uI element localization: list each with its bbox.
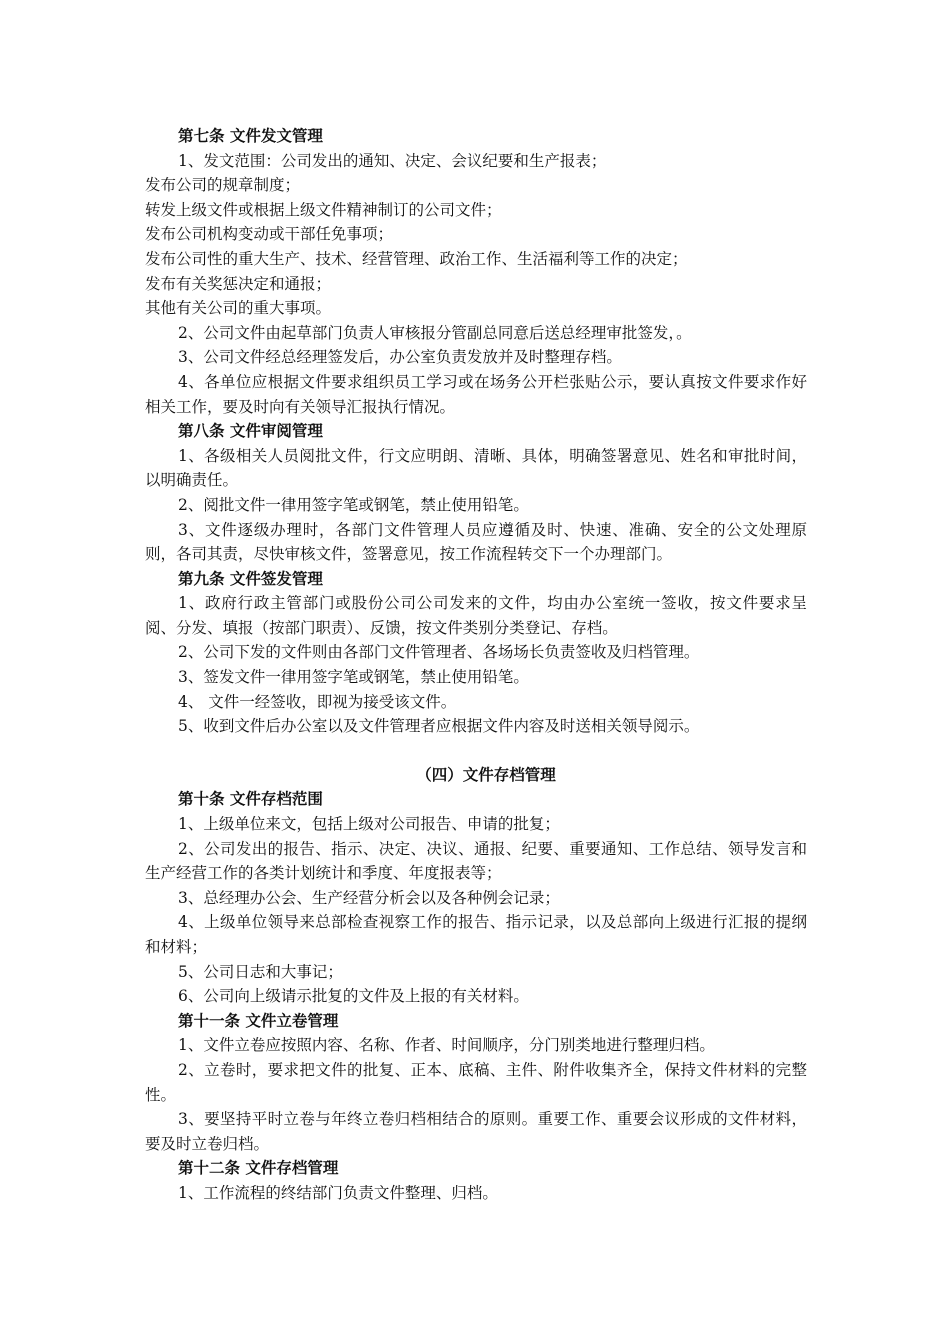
article-9-heading: 第九条 文件签发管理 [178,568,323,588]
article-11-heading: 第十一条 文件立卷管理 [178,1010,339,1030]
article-11-paragraph-2: 2、立卷时，要求把文件的批复、正本、底稿、主件、附件收集齐全，保持文件材料的完整性。 [145,1060,807,1104]
article-9-paragraph-2: 2、公司下发的文件则由各部门文件管理者、各场场长负责签收及归档管理。 [178,643,700,662]
article-9-paragraph-4: 4、 文件一经签收，即视为接受该文件。 [178,692,457,711]
article-10-heading: 第十条 文件存档范围 [178,789,323,809]
article-7-paragraph-4: 4、各单位应根据文件要求组织员工学习或在场务公开栏张贴公示，要认真按文件要求作好相关工作，要及时向有关领导汇报执行情况。 [145,372,807,416]
article-10-paragraph-3: 3、总经理办公会、生产经营分析会以及各种例会记录； [178,888,560,907]
article-9-paragraph-3: 3、签发文件一律用签字笔或钢笔，禁止使用铅笔。 [178,668,529,687]
article-7-line-2: 发布公司的规章制度； [145,176,301,195]
article-7-line-5: 发布公司性的重大生产、技术、经营管理、政治工作、生活福利等工作的决定； [145,249,688,268]
article-12-paragraph-1: 1、工作流程的终结部门负责文件整理、归档。 [178,1183,498,1202]
article-10-paragraph-6: 6、公司向上级请示批复的文件及上报的有关材料。 [178,987,529,1006]
article-8-paragraph-3: 3、文件逐级办理时，各部门文件管理人员应遵循及时、快速、准确、安全的公文处理原则，各司其责，尽快审核文件，签署意见，按工作流程转交下一个办理部门。 [145,520,807,564]
article-9-paragraph-1: 1、政府行政主管部门或股份公司公司发来的文件，均由办公室统一签收，按文件要求呈阅、分发、填报（按部门职责）、反馈，按文件类别分类登记、存档。 [145,594,807,637]
part-4-heading: （四）文件存档管理 [416,764,556,784]
article-9-paragraph-5: 5、收到文件后办公室以及文件管理者应根据文件内容及时送相关领导阅示。 [178,717,700,736]
article-7-line-7: 其他有关公司的重大事项。 [145,299,332,318]
article-10-paragraph-2: 2、公司发出的报告、指示、决定、决议、通报、纪要、重要通知、工作总结、领导发言和生产经营工作的各类计划统计和季度、年度报表等； [145,839,807,883]
article-10-paragraph-4: 4、上级单位领导来总部检查视察工作的报告、指示记录，以及总部向上级进行汇报的提纲和材料； [145,913,807,956]
article-7-paragraph-3: 3、公司文件经总经理签发后，办公室负责发放并及时整理存档。 [178,348,622,367]
article-7-line-6: 发布有关奖惩决定和通报； [145,274,332,293]
document-page [145,124,807,1206]
article-12-heading: 第十二条 文件存档管理 [178,1158,339,1178]
article-10-paragraph-1: 1、上级单位来文，包括上级对公司报告、申请的批复； [178,815,560,834]
article-8-heading: 第八条 文件审阅管理 [178,421,323,441]
article-7-line-1: 1、发文范围：公司发出的通知、决定、会议纪要和生产报表； [178,151,607,170]
article-8-paragraph-2: 2、阅批文件一律用签字笔或钢笔，禁止使用铅笔。 [178,495,529,514]
article-7-line-4: 发布公司机构变动或干部任免事项； [145,225,394,244]
article-7-paragraph-2: 2、公司文件由起草部门负责人审核报分管副总同意后送总经理审批签发，。 [178,323,692,342]
article-7-heading: 第七条 文件发文管理 [178,126,323,145]
article-8-paragraph-1: 1、各级相关人员阅批文件，行文应明朗、清晰、具体，明确签署意见、姓名和审批时间，以明确责任。 [145,446,807,490]
article-10-paragraph-5: 5、公司日志和大事记； [178,962,343,981]
article-7-line-3: 转发上级文件或根据上级文件精神制订的公司文件； [145,200,502,219]
article-11-paragraph-3: 3、要坚持平时立卷与年终立卷归档相结合的原则。重要工作、重要会议形成的文件材料，要及时立卷归档。 [145,1110,807,1153]
article-11-paragraph-1: 1、文件立卷应按照内容、名称、作者、时间顺序，分门别类地进行整理归档。 [178,1036,715,1055]
